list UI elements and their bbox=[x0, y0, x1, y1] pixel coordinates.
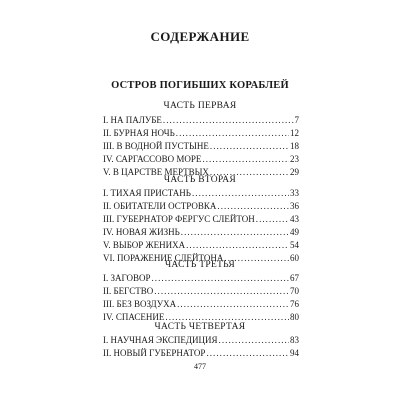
leader-dots bbox=[152, 272, 290, 285]
page-number: 43 bbox=[290, 214, 299, 224]
toc-entry[interactable] bbox=[103, 239, 299, 252]
toc-entry[interactable] bbox=[103, 114, 299, 127]
page-number: 60 bbox=[290, 253, 299, 263]
leader-dots bbox=[202, 153, 289, 166]
page-number: 23 bbox=[290, 154, 299, 164]
toc-entry[interactable] bbox=[103, 334, 299, 347]
chapter-title: IV. НОВАЯ ЖИЗНЬ bbox=[103, 227, 180, 237]
chapter-title: I. НАУЧНАЯ ЭКСПЕДИЦИЯ bbox=[103, 335, 218, 345]
toc-entry[interactable] bbox=[103, 272, 299, 285]
page-number: 36 bbox=[290, 201, 299, 211]
leader-dots bbox=[219, 334, 289, 347]
part-title: ЧАСТЬ ТРЕТЬЯ bbox=[164, 260, 236, 270]
page-number: 7 bbox=[294, 115, 299, 125]
page-folio: 477 bbox=[194, 362, 206, 371]
chapter-title: I. ТИХАЯ ПРИСТАНЬ bbox=[103, 188, 191, 198]
leader-dots bbox=[256, 213, 289, 226]
leader-dots bbox=[177, 298, 289, 311]
chapter-title: III. В ВОДНОЙ ПУСТЫНЕ bbox=[103, 141, 209, 151]
toc-entry[interactable] bbox=[103, 153, 299, 166]
toc-entry[interactable] bbox=[103, 140, 299, 153]
toc-section bbox=[103, 272, 299, 324]
toc-entry[interactable] bbox=[103, 200, 299, 213]
toc-section bbox=[103, 114, 299, 179]
leader-dots bbox=[154, 285, 289, 298]
leader-dots bbox=[217, 200, 289, 213]
page-number: 70 bbox=[290, 286, 299, 296]
chapter-title: IV. СПАСЕНИЕ bbox=[103, 312, 165, 322]
toc-entry[interactable] bbox=[103, 347, 299, 360]
page-number: 76 bbox=[290, 299, 299, 309]
chapter-title: I. ЗАГОВОР bbox=[103, 273, 151, 283]
leader-dots bbox=[181, 226, 289, 239]
chapter-title: I. НА ПАЛУБЕ bbox=[103, 115, 162, 125]
toc-entry[interactable] bbox=[103, 127, 299, 140]
page-heading: СОДЕРЖАНИЕ bbox=[150, 29, 250, 44]
chapter-title: V. ВЫБОР ЖЕНИХА bbox=[103, 240, 186, 250]
page-number: 33 bbox=[290, 188, 299, 198]
chapter-title: VI. ПОРАЖЕНИЕ СЛЕЙТОНА bbox=[103, 253, 224, 263]
toc-entry[interactable] bbox=[103, 226, 299, 239]
leader-dots bbox=[186, 239, 289, 252]
page-number: 80 bbox=[290, 312, 299, 322]
leader-dots bbox=[210, 140, 289, 153]
page-number: 49 bbox=[290, 227, 299, 237]
page-number: 29 bbox=[290, 167, 299, 177]
page-number: 18 bbox=[290, 141, 299, 151]
leader-dots bbox=[206, 347, 289, 360]
chapter-title: II. НОВЫЙ ГУБЕРНАТОР bbox=[103, 348, 206, 358]
chapter-title: II. БУРНАЯ НОЧЬ bbox=[103, 128, 175, 138]
chapter-title: III. БЕЗ ВОЗДУХА bbox=[103, 299, 177, 309]
toc-entry[interactable] bbox=[103, 187, 299, 200]
chapter-title: V. В ЦАРСТВЕ МЕРТВЫХ bbox=[103, 167, 209, 177]
page-number: 54 bbox=[290, 240, 299, 250]
toc-entry[interactable] bbox=[103, 213, 299, 226]
toc-section bbox=[103, 334, 299, 360]
page-number: 83 bbox=[290, 335, 299, 345]
chapter-title: IV. САРГАССОВО МОРЕ bbox=[103, 154, 202, 164]
toc-section bbox=[103, 187, 299, 265]
leader-dots bbox=[192, 187, 289, 200]
chapter-title: II. БЕГСТВО bbox=[103, 286, 154, 296]
page-number: 67 bbox=[290, 273, 299, 283]
leader-dots bbox=[176, 127, 289, 140]
part-title: ЧАСТЬ ВТОРАЯ bbox=[163, 175, 237, 185]
toc-entry[interactable] bbox=[103, 285, 299, 298]
page-number: 94 bbox=[290, 348, 299, 358]
chapter-title: II. ОБИТАТЕЛИ ОСТРОВКА bbox=[103, 201, 217, 211]
leader-dots bbox=[163, 114, 294, 127]
part-title: ЧАСТЬ ЧЕТВЕРТАЯ bbox=[154, 322, 246, 332]
book-title: ОСТРОВ ПОГИБШИХ КОРАБЛЕЙ bbox=[111, 80, 289, 91]
chapter-title: III. ГУБЕРНАТОР ФЕРГУС СЛЕЙТОН bbox=[103, 214, 255, 224]
page-number: 12 bbox=[290, 128, 299, 138]
part-title: ЧАСТЬ ПЕРВАЯ bbox=[163, 101, 237, 111]
toc-entry[interactable] bbox=[103, 298, 299, 311]
